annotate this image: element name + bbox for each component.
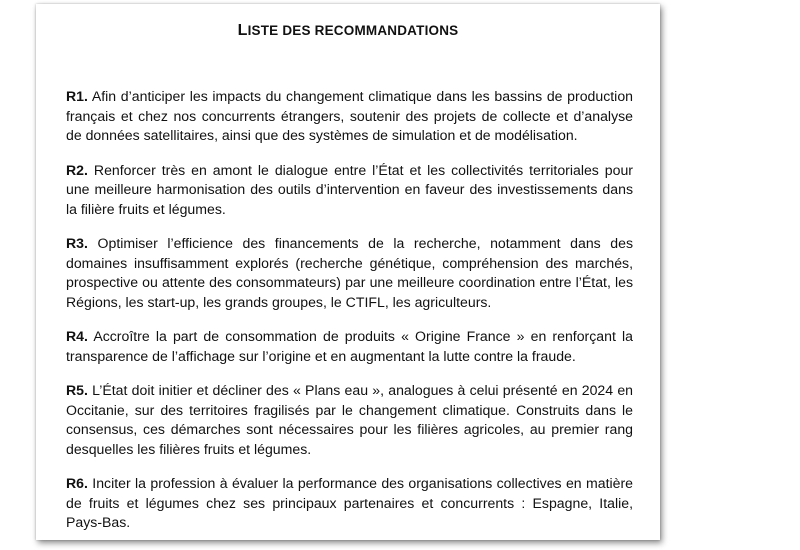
recommendation-list <box>66 87 633 548</box>
recommendation-id: R5. <box>66 382 88 398</box>
recommendation-r5 <box>66 381 633 459</box>
recommendation-text: L’État doit initier et décliner des « Plans eau », analogues à celui présenté en 2024 en Occitanie, sur des territoires fragilisés par le changement climatique. Construits dans le consensus, ces démarches sont nécessaires pour les filières agricoles, au premier rang desquelles les filières fruits et légumes. <box>66 382 634 457</box>
recommendation-r6 <box>66 474 633 533</box>
recommendation-text: Afin d’anticiper les impacts du changement climatique dans les bassins de production français et chez nos concurrents étrangers, soutenir des projets de collecte et d’analyse de données satellitaires, ainsi que des systèmes de simulation et de modélisation. <box>66 88 633 143</box>
title-rest: ISTE DES RECOMMANDATIONS <box>247 23 459 38</box>
document-page <box>36 4 660 540</box>
recommendation-id: R3. <box>66 235 88 251</box>
recommendation-id: R6. <box>66 475 88 491</box>
recommendation-r4 <box>66 327 633 366</box>
recommendation-r3 <box>66 234 633 312</box>
recommendation-text: Inciter la profession à évaluer la performance des organisations collectives en matière de fruits et légumes chez ses principaux partenaires et concurrents : Espagne, Italie, Pays-Bas. <box>66 475 633 530</box>
recommendation-r2 <box>66 161 633 220</box>
page-title <box>36 22 660 40</box>
title-initial: L <box>237 22 248 39</box>
recommendation-id: R4. <box>66 328 88 344</box>
recommendation-text: Renforcer très en amont le dialogue entre l’État et les collectivités territoriales pour une meilleure harmonisation des outils d’intervention en faveur des investissements dans la filière fruits et légumes. <box>66 161 633 217</box>
recommendation-id: R1. <box>66 88 88 104</box>
recommendation-id: R2. <box>66 161 88 178</box>
recommendation-r1 <box>66 87 633 146</box>
recommendation-text: Accroître la part de consommation de produits « Origine France » en renforçant la transparence de l’affichage sur l’origine et en augmentant la lutte contre la fraude. <box>66 328 633 364</box>
recommendation-text: Optimiser l’efficience des financements de la recherche, notamment dans des domaines insuffisamment explorés (recherche génétique, compréhension des marchés, prospective ou attente des consommateurs) par une meilleure coordination entre l’État, les Régions, les start-up, les grands groupes, le CTIFL, les agriculteurs. <box>66 235 633 310</box>
